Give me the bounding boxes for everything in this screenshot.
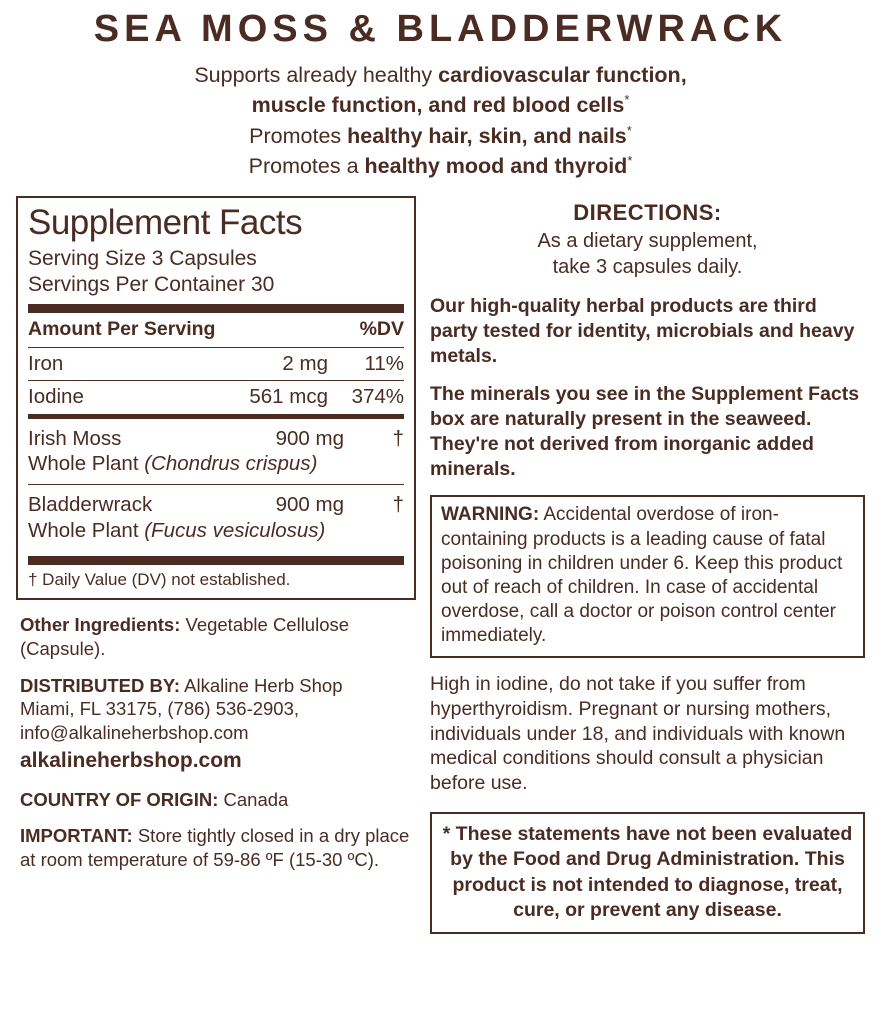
herb-part — [28, 518, 404, 544]
percent-dv-label: %DV — [359, 318, 404, 341]
herb-part-text: Whole Plant — [28, 452, 145, 476]
claim-2-bold: muscle function, and red blood cells — [251, 93, 625, 118]
claim-line-1 — [16, 60, 865, 91]
claim-line-4 — [16, 151, 865, 182]
fda-disclaimer-box: * These statements have not been evaluated by the Food and Drug Administration. This product is not intended to diagnose, treat, cure, or prevent any disease. — [430, 812, 865, 934]
distributed-by-block — [20, 674, 416, 775]
herb-latin-name: (Chondrus crispus) — [144, 452, 318, 476]
nutrient-name: Iodine — [28, 385, 84, 409]
country-of-origin-value: Canada — [218, 788, 289, 810]
directions-line-2: take 3 capsules daily. — [552, 255, 743, 278]
amount-per-serving-label: Amount Per Serving — [28, 318, 216, 341]
website-link[interactable]: alkalineherbshop.com — [20, 748, 242, 772]
other-ingredients-value: Vegetable Cellulose (Capsule). — [20, 614, 350, 659]
distributor-address: Miami, FL 33175, (786) 536-2903, — [20, 698, 300, 720]
claims-list — [16, 60, 865, 182]
nutrient-amount: 561 mcg — [249, 385, 328, 409]
directions-body — [430, 229, 865, 280]
other-ingredients-block — [20, 613, 416, 660]
claim-2-asterisk: * — [624, 92, 630, 108]
iodine-warning: High in iodine, do not take if you suffer from hyperthyroidism. Pregnant or nursing mothers, individuals under 18, and individuals with known medical conditions should consult a physician before use. — [430, 673, 846, 795]
supplement-facts-title: Supplement Facts — [28, 202, 303, 242]
herb-row-bladderwrack — [28, 485, 404, 550]
important-label: IMPORTANT: — [20, 825, 133, 847]
herb-name: Irish Moss — [28, 426, 122, 450]
claim-4-bold: healthy mood and thyroid — [364, 154, 628, 179]
left-column — [16, 196, 416, 872]
amount-per-serving-header — [28, 313, 404, 346]
country-of-origin-block — [20, 788, 416, 812]
nutrient-dv: 374% — [351, 385, 404, 409]
minerals-statement: The minerals you see in the Supplement Facts box are naturally present in the seaweed. They're not derived from inorganic added minerals. — [430, 383, 860, 480]
claim-4-asterisk: * — [627, 153, 633, 169]
nutrient-row-iodine — [28, 381, 404, 414]
distributor-email: info@alkalineherbshop.com — [20, 722, 249, 744]
herb-amount: 900 mg — [275, 426, 344, 450]
daily-value-footnote: † Daily Value (DV) not established. — [28, 570, 291, 590]
rule-thick-top — [28, 304, 404, 313]
servings-per-container: Servings Per Container 30 — [28, 273, 275, 296]
rule-thick-bottom — [28, 556, 404, 565]
warning-text: Accidental overdose of iron-containing products is a leading cause of fatal poisoning in children under 6. Keep this product out of reach of children. In case of accidental overdose, call a doctor or poison control center immediately. — [441, 504, 843, 647]
claim-3-asterisk: * — [626, 122, 632, 138]
supplement-facts-panel — [16, 196, 416, 600]
warning-label: WARNING: — [441, 504, 540, 526]
herb-part-text: Whole Plant — [28, 518, 145, 542]
claim-4-pre: Promotes a — [248, 154, 365, 179]
label-body — [16, 196, 865, 934]
warning-box — [430, 495, 865, 658]
right-column — [430, 196, 865, 934]
herb-dv: † — [392, 493, 404, 517]
nutrient-dv: 11% — [364, 351, 404, 375]
claim-line-3 — [16, 121, 865, 152]
country-of-origin-label: COUNTRY OF ORIGIN: — [20, 788, 219, 810]
claim-3-bold: healthy hair, skin, and nails — [347, 123, 627, 148]
nutrient-name: Iron — [28, 351, 64, 375]
claim-3-pre: Promotes — [249, 123, 348, 148]
directions-title: DIRECTIONS: — [573, 199, 722, 225]
distributed-by-label: DISTRIBUTED BY: — [20, 674, 180, 696]
herb-row-irish-moss — [28, 419, 404, 484]
distributed-by-value: Alkaline Herb Shop — [180, 674, 343, 696]
nutrient-row-iron — [28, 348, 404, 381]
important-value: Store tightly closed in a dry place at room temperature of 59-86 ºF (15-30 ºC). — [20, 825, 410, 870]
claim-1-pre: Supports already healthy — [194, 62, 439, 87]
herb-amount: 900 mg — [275, 493, 344, 517]
serving-size: Serving Size 3 Capsules — [28, 246, 257, 270]
important-block — [20, 824, 416, 871]
herb-name: Bladderwrack — [28, 493, 153, 517]
product-title: SEA MOSS & BLADDERWRACK — [93, 8, 788, 50]
herb-part — [28, 451, 404, 477]
quality-statement: Our high-quality herbal products are third party tested for identity, microbials and heavy metals. — [430, 295, 855, 367]
claim-line-2 — [16, 90, 865, 121]
directions-line-1: As a dietary supplement, — [537, 229, 758, 252]
nutrient-amount: 2 mg — [282, 351, 328, 375]
claim-1-bold: cardiovascular function, — [438, 62, 687, 87]
herb-dv: † — [392, 426, 404, 450]
herb-latin-name: (Fucus vesiculosus) — [144, 518, 326, 542]
other-ingredients-label: Other Ingredients: — [20, 614, 181, 636]
